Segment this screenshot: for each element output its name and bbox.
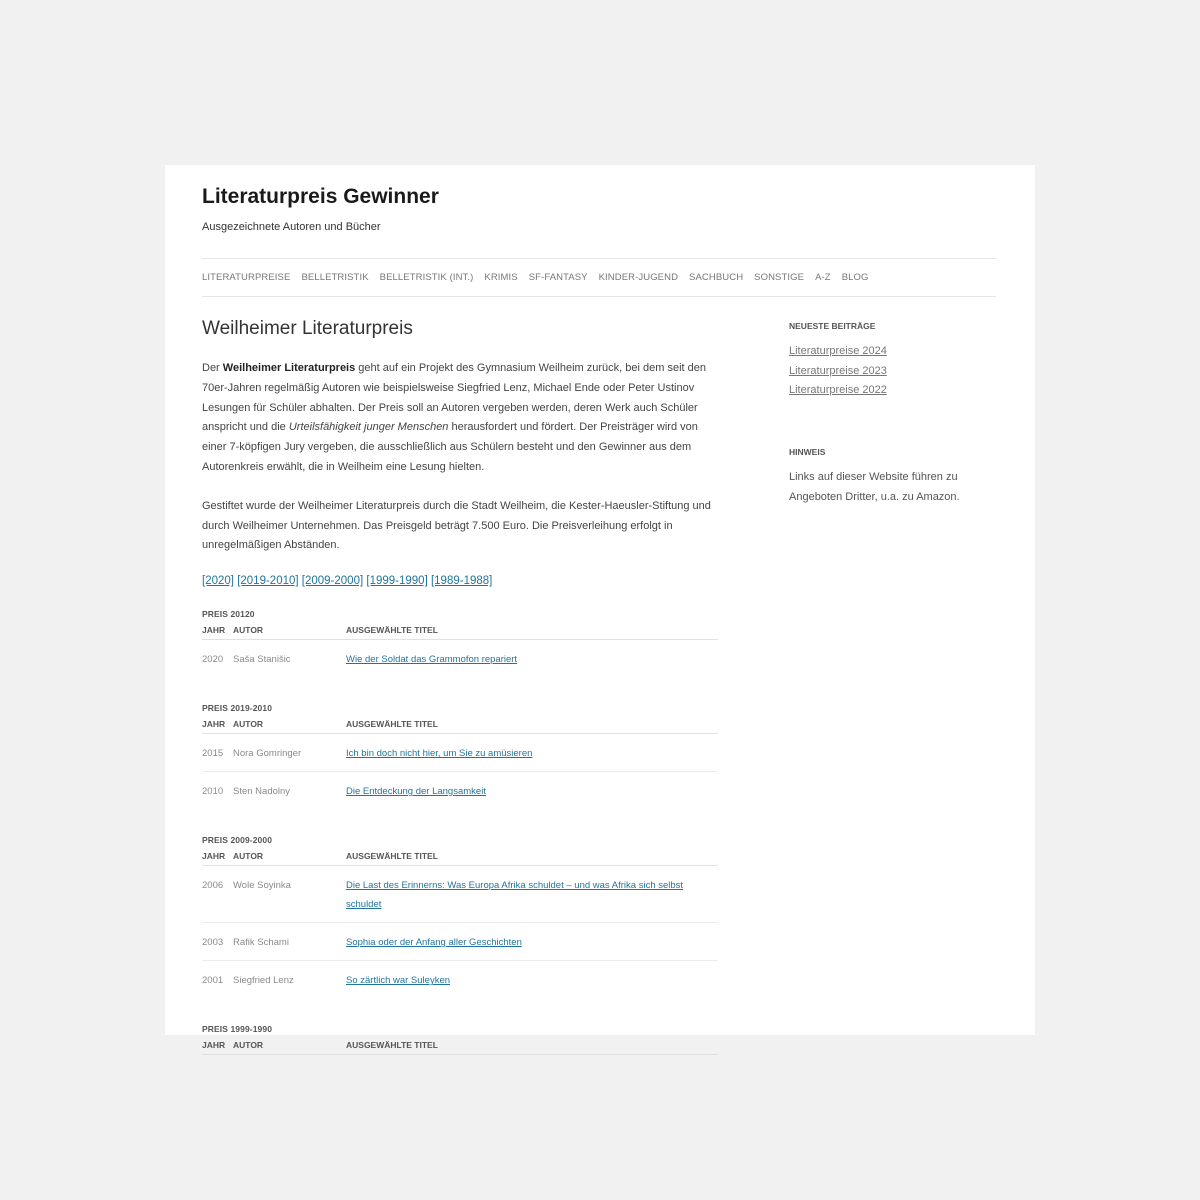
cell-author: Nora Gomringer bbox=[233, 734, 346, 772]
table-row bbox=[202, 961, 718, 999]
recent-post-item bbox=[789, 381, 996, 401]
table-row bbox=[202, 866, 718, 923]
table-row bbox=[202, 923, 718, 961]
table-row bbox=[202, 640, 718, 678]
cell-title bbox=[346, 640, 718, 678]
intro-text-start: Der bbox=[202, 362, 223, 374]
book-title-link[interactable]: So zärtlich war Suleyken bbox=[346, 975, 451, 987]
column-header-title: AUSGEWÄHLTE TITEL bbox=[346, 719, 718, 734]
prize-block bbox=[202, 1024, 718, 1055]
prize-block bbox=[202, 703, 718, 809]
column-header-author: AUTOR bbox=[233, 719, 346, 734]
cell-title bbox=[346, 772, 718, 810]
column-header-title: AUSGEWÄHLTE TITEL bbox=[346, 851, 718, 866]
nav-item-sonstige[interactable]: SONSTIGE bbox=[754, 272, 805, 283]
notice-title: HINWEIS bbox=[789, 447, 826, 458]
year-link-1989-1988[interactable]: [1989-1988] bbox=[430, 575, 493, 588]
book-title-link[interactable]: Die Last des Erinnerns: Was Europa Afrika schuldet – und was Afrika sich selbst schuldet bbox=[346, 880, 684, 911]
book-title-link[interactable]: Ich bin doch nicht hier, um Sie zu amüsieren bbox=[346, 748, 533, 760]
book-title-link[interactable]: Wie der Soldat das Grammofon repariert bbox=[346, 654, 518, 666]
recent-posts-list bbox=[789, 342, 996, 401]
cell-year: 2020 bbox=[202, 654, 224, 666]
cell-author: Siegfried Lenz bbox=[233, 975, 294, 987]
year-link-1999-1990[interactable]: [1999-1990] bbox=[366, 575, 428, 588]
recent-post-link[interactable]: Literaturpreise 2024 bbox=[789, 345, 887, 357]
prize-heading: PREIS 20120 bbox=[202, 609, 255, 620]
recent-post-item bbox=[789, 342, 996, 362]
column-header-year: JAHR bbox=[202, 1040, 233, 1055]
nav-item-belletristik[interactable]: BELLETRISTIK bbox=[301, 272, 369, 283]
cell-year: 2010 bbox=[202, 786, 224, 798]
column-header-author: AUTOR bbox=[233, 1040, 346, 1055]
nav-item-blog[interactable]: BLOG bbox=[841, 272, 869, 283]
intro-text-middle: geht auf ein Projekt des Gymnasium Weilheim zurück, bei dem seit den 70er-Jahren regelmäßig Autoren wie beispielsweise Siegfried Lenz, Michael Ende oder Peter Ustinov Lesungen für Schüler abhalten. Der Preis soll an Autoren vergeben werden, deren Werk auch Schüler anspricht und die bbox=[202, 362, 706, 434]
column-header-year: JAHR bbox=[202, 625, 233, 640]
prize-block bbox=[202, 835, 718, 998]
table-row bbox=[202, 734, 718, 772]
column-header-title: AUSGEWÄHLTE TITEL bbox=[346, 625, 718, 640]
book-title-link[interactable]: Sophia oder der Anfang aller Geschichten bbox=[346, 937, 522, 949]
book-title-link[interactable]: Die Entdeckung der Langsamkeit bbox=[346, 786, 486, 798]
table-row bbox=[202, 772, 718, 810]
cell-title bbox=[346, 961, 718, 999]
intro-emphasis: Urteilsfähigkeit junger Menschen bbox=[288, 421, 449, 434]
page-title: Weilheimer Literaturpreis bbox=[202, 318, 413, 339]
nav-item-belletristik-int[interactable]: BELLETRISTIK (INT.) bbox=[379, 272, 474, 283]
recent-post-item bbox=[789, 362, 996, 382]
site-description: Ausgezeichnete Autoren und Bücher bbox=[202, 221, 381, 233]
prize-tables bbox=[202, 609, 718, 1055]
cell-year: 2001 bbox=[202, 975, 224, 987]
nav-item-krimis[interactable]: KRIMIS bbox=[484, 272, 518, 283]
column-header-author: AUTOR bbox=[233, 851, 346, 866]
notice-text: Links auf dieser Website führen zu Angeboten Dritter, u.a. zu Amazon. bbox=[789, 471, 960, 503]
intro-text-end: herausfordert und fördert. Der Preisträger wird von einer 7-köpfigen Jury vergeben, die ausschließlich aus Schülern besteht und den Gewinner aus dem Autorenkreis erwählt, die in Weilheim eine Lesung hielten. bbox=[202, 421, 698, 473]
prize-table bbox=[202, 1040, 718, 1055]
prize-heading: PREIS 2009-2000 bbox=[202, 835, 273, 846]
table-header-row bbox=[202, 1040, 718, 1055]
nav-item-kinder-jugend[interactable]: KINDER-JUGEND bbox=[598, 272, 679, 283]
prize-heading: PREIS 1999-1990 bbox=[202, 1024, 273, 1035]
prize-table bbox=[202, 851, 718, 998]
cell-year: 2003 bbox=[202, 923, 233, 961]
year-jump-links bbox=[202, 575, 718, 587]
cell-author: Wole Soyinka bbox=[233, 866, 346, 923]
table-header-row bbox=[202, 719, 718, 734]
nav-item-a-z[interactable]: A-Z bbox=[815, 272, 831, 283]
sidebar bbox=[789, 317, 996, 508]
prize-block bbox=[202, 609, 718, 677]
page-card bbox=[165, 165, 1035, 1051]
recent-posts-title: NEUESTE BEITRÄGE bbox=[789, 321, 876, 331]
funding-paragraph: Gestiftet wurde der Weilheimer Literaturpreis durch die Stadt Weilheim, die Kester-Haeusler-Stiftung und durch Weilheimer Unternehmen. Das Preisgeld beträgt 7.500 Euro. Die Preisverleihung erfolgt in unregelmäßigen Abständen. bbox=[202, 499, 711, 552]
column-header-title: AUSGEWÄHLTE TITEL bbox=[346, 1040, 718, 1055]
column-header-year: JAHR bbox=[202, 851, 233, 866]
cell-author: Sten Nadolny bbox=[233, 786, 291, 798]
column-header-author: AUTOR bbox=[233, 625, 346, 640]
year-link-2020[interactable]: [2020] bbox=[202, 575, 234, 588]
column-header-year: JAHR bbox=[202, 719, 233, 734]
nav-item-literaturpreise[interactable]: LITERATURPREISE bbox=[202, 272, 291, 283]
recent-post-link[interactable]: Literaturpreise 2023 bbox=[789, 364, 887, 377]
nav-item-sachbuch[interactable]: SACHBUCH bbox=[689, 272, 744, 283]
site-title[interactable]: Literaturpreis Gewinner bbox=[202, 185, 439, 208]
cell-year: 2015 bbox=[202, 734, 233, 772]
nav-item-sf-fantasy[interactable]: SF-FANTASY bbox=[528, 272, 588, 283]
cell-title bbox=[346, 734, 718, 772]
prize-heading: PREIS 2019-2010 bbox=[202, 703, 273, 714]
intro-paragraph bbox=[202, 359, 718, 478]
table-header-row bbox=[202, 625, 718, 640]
recent-post-link[interactable]: Literaturpreise 2022 bbox=[789, 384, 887, 397]
cell-year: 2006 bbox=[202, 866, 233, 923]
prize-table bbox=[202, 625, 718, 677]
intro-bold-term: Weilheimer Literaturpreis bbox=[222, 362, 356, 374]
year-link-2009-2000[interactable]: [2009-2000] bbox=[301, 575, 364, 588]
main-navigation bbox=[202, 258, 996, 297]
main-content bbox=[202, 317, 718, 1081]
year-link-2019-2010[interactable]: [2019-2010] bbox=[237, 575, 299, 588]
cell-title bbox=[346, 923, 718, 961]
cell-title bbox=[346, 866, 718, 923]
table-header-row bbox=[202, 851, 718, 866]
prize-table bbox=[202, 719, 718, 809]
cell-author: Rafik Schami bbox=[233, 923, 346, 961]
cell-author: Saša Stanišic bbox=[233, 654, 291, 666]
